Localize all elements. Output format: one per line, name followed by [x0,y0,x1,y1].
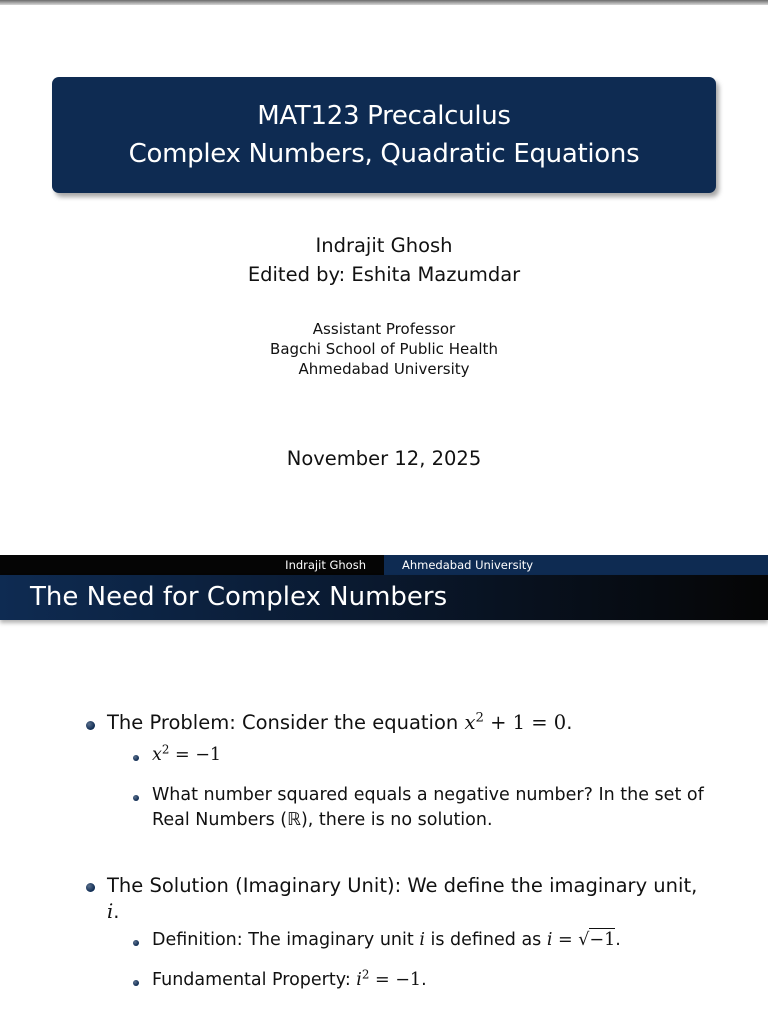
affiliation-line: Bagchi School of Public Health [270,340,498,358]
math-expression: = −1 [169,745,222,765]
bullet-icon [86,883,95,892]
math-expression: = −1 [369,970,422,990]
item-text: The Problem: Consider the equation [107,711,465,734]
item-text: . [113,900,120,923]
sub-item [152,783,732,833]
list-item-solution [107,873,697,899]
editor-name: Edited by: Eshita Mazumdar [247,263,521,286]
math-radicand: −1 [589,930,616,950]
bullet-icon [86,721,95,730]
item-text: is defined as [424,930,547,950]
math-variable: i [356,970,362,990]
math-variable: i [546,930,553,950]
math-variable: x [152,745,162,765]
footline-author: Indrajit Ghosh [0,555,384,575]
bullet-icon [133,795,139,801]
footline-institute: Ahmedabad University [384,555,768,575]
math-equals: = [552,930,579,950]
frame-title: The Need for Complex Numbers [0,575,768,620]
sub-item [152,968,732,993]
list-item-solution-cont [107,899,119,925]
math-variable: i [419,930,425,950]
item-text: Fundamental Property: [152,970,357,990]
math-exponent: 2 [475,710,484,726]
top-rule [0,0,768,5]
bullet-icon [133,980,139,986]
title-box [52,77,716,193]
footline [0,555,768,575]
affiliation [0,319,768,379]
item-text: What number squared equals a negative number? In the set of [152,785,704,805]
bullet-icon [133,755,139,761]
item-text: . [421,970,427,990]
author-name: Indrajit Ghosh [315,234,453,257]
sub-item [152,928,732,953]
item-text: The Solution (Imaginary Unit): We define the imaginary unit, [107,874,698,897]
affiliation-line: Assistant Professor [312,320,456,338]
list-item-problem [107,710,572,736]
title-line-1: MAT123 Precalculus [257,101,511,131]
math-variable: x [464,711,476,734]
math-expression: + 1 = 0 [483,711,567,734]
item-text: . [615,930,621,950]
sqrt-icon: √ [578,930,590,950]
sub-item [152,743,732,768]
item-text: Real Numbers (ℝ), there is no solution. [152,810,493,830]
affiliation-line: Ahmedabad University [298,360,470,378]
math-variable: i [107,900,114,923]
math-exponent: 2 [361,967,370,982]
item-text: Definition: The imaginary unit [152,930,420,950]
presentation-date: November 12, 2025 [286,447,482,470]
bullet-icon [133,940,139,946]
math-exponent: 2 [161,742,170,757]
title-line-2: Complex Numbers, Quadratic Equations [128,139,640,169]
item-text: . [566,711,573,734]
